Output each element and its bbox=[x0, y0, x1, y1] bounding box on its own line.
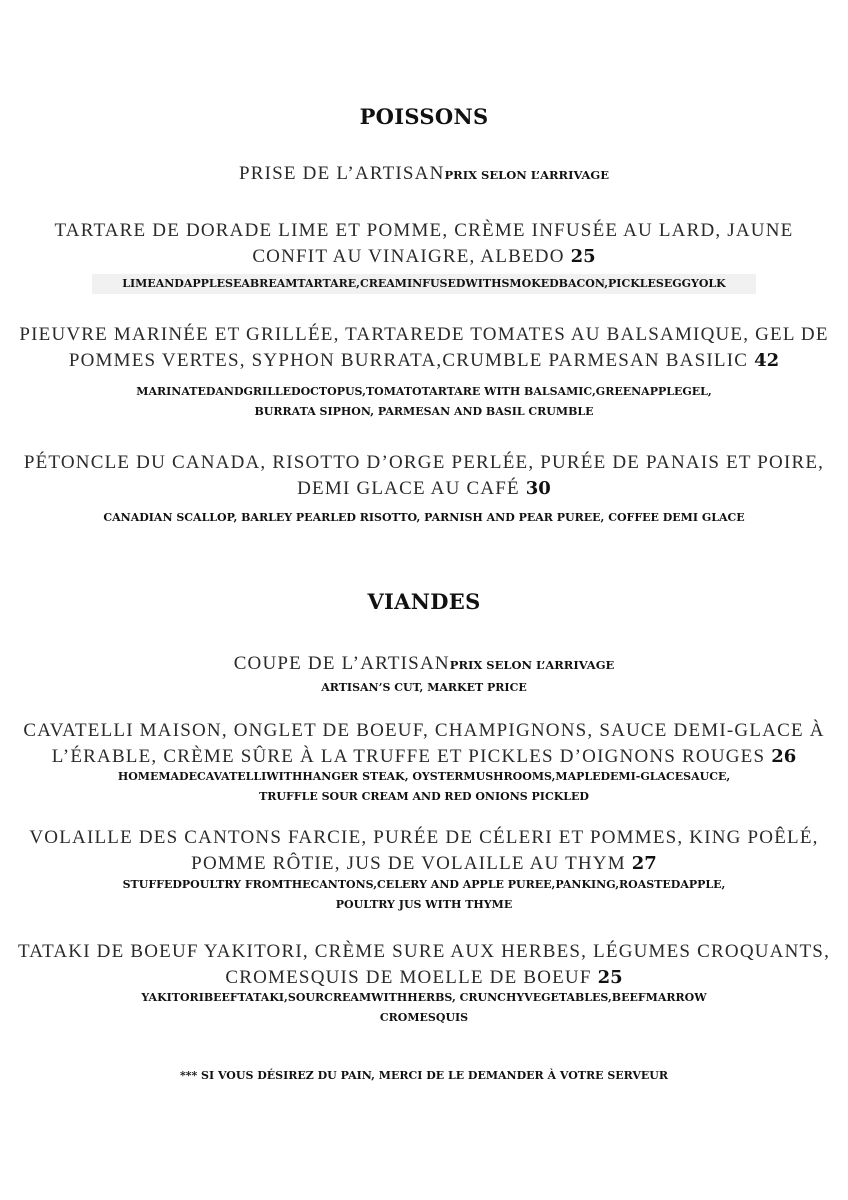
item-description-line1: PIEUVRE MARINÉE ET GRILLÉE, TARTAREDE TOMATES AU BALSAMIQUE, GEL DE bbox=[19, 324, 829, 345]
item-description-line2: CONFIT AU VINAIGRE, ALBEDO bbox=[252, 246, 565, 267]
menu-item-prise-artisan bbox=[0, 161, 848, 188]
item-description-line1: VOLAILLE DES CANTONS FARCIE, PURÉE DE CÉLERI ET POMMES, KING POÊLÉ, bbox=[29, 827, 819, 848]
item-translation-petoncle: CANADIAN SCALLOP, BARLEY PEARLED RISOTTO, PARNISH AND PEAR PUREE, COFFEE DEMI GLACE bbox=[103, 511, 745, 524]
menu-item-volaille bbox=[0, 825, 848, 877]
item-description-line2: POMME RÔTIE, JUS DE VOLAILLE AU THYM bbox=[191, 853, 626, 874]
item-description-line1: PÉTONCLE DU CANADA, RISOTTO D’ORGE PERLÉE, PURÉE DE PANAIS ET POIRE, bbox=[23, 452, 825, 473]
item-translation-volaille: STUFFEDPOULTRY FROMTHECANTONS,CELERY AND APPLE PUREE,PANKING,ROASTEDAPPLE, POULTRY JUS WITH THYME bbox=[122, 878, 726, 911]
market-price-label: PRIX SELON L’ARRIVAGE bbox=[449, 658, 615, 672]
section-title-poissons: POISSONS bbox=[359, 104, 489, 129]
menu-item-coupe-artisan bbox=[0, 651, 848, 678]
item-description-line2: DEMI GLACE AU CAFÉ bbox=[297, 478, 520, 499]
item-translation-tataki: YAKITORIBEEFTATAKI,SOURCREAMWITHHERBS, CRUNCHYVEGETABLES,BEEFMARROW CROMESQUIS bbox=[141, 991, 707, 1024]
item-translation-coupe-artisan: ARTISAN’S CUT, MARKET PRICE bbox=[321, 681, 527, 694]
item-description-line2: L’ÉRABLE, CRÈME SÛRE À LA TRUFFE ET PICKLES D’OIGNONS ROUGES bbox=[51, 746, 766, 767]
menu-item-tataki bbox=[0, 939, 848, 991]
item-name: PRISE DE L’ARTISAN bbox=[238, 163, 445, 184]
item-description-line1: TARTARE DE DORADE LIME ET POMME, CRÈME INFUSÉE AU LARD, JAUNE bbox=[54, 220, 794, 241]
menu-item-petoncle bbox=[0, 450, 848, 502]
menu-item-tartare-dorade bbox=[0, 218, 848, 270]
menu-item-cavatelli bbox=[0, 718, 848, 770]
item-description-line2: CROMESQUIS DE MOELLE DE BOEUF bbox=[225, 967, 592, 988]
item-price: 26 bbox=[771, 746, 797, 767]
market-price-label: PRIX SELON L’ARRIVAGE bbox=[444, 168, 610, 182]
section-title-viandes: VIANDES bbox=[367, 589, 481, 614]
item-translation-pieuvre: MARINATEDANDGRILLEDOCTOPUS,TOMATOTARTARE WITH BALSAMIC,GREENAPPLEGEL, BURRATA SIPHON, PARMESAN AND BASIL CRUMBLE bbox=[136, 385, 712, 418]
item-price: 25 bbox=[597, 967, 623, 988]
menu-item-pieuvre bbox=[0, 322, 848, 374]
item-description-line2: POMMES VERTES, SYPHON BURRATA,CRUMBLE PARMESAN BASILIC bbox=[68, 350, 749, 371]
item-price: 25 bbox=[570, 246, 596, 267]
item-description-line1: CAVATELLI MAISON, ONGLET DE BOEUF, CHAMPIGNONS, SAUCE DEMI-GLACE À bbox=[23, 720, 825, 741]
item-price: 30 bbox=[525, 478, 551, 499]
item-price: 27 bbox=[631, 853, 657, 874]
footer-bread-note: *** SI VOUS DÉSIREZ DU PAIN, MERCI DE LE DEMANDER À VOTRE SERVEUR bbox=[179, 1069, 669, 1082]
item-price: 42 bbox=[754, 350, 780, 371]
item-name: COUPE DE L’ARTISAN bbox=[233, 653, 450, 674]
item-translation-tartare-dorade: LIMEANDAPPLESEABREAMTARTARE,CREAMINFUSEDWITHSMOKEDBACON,PICKLESEGGYOLK bbox=[122, 277, 726, 290]
item-description-line1: TATAKI DE BOEUF YAKITORI, CRÈME SURE AUX HERBES, LÉGUMES CROQUANTS, bbox=[17, 941, 831, 962]
item-translation-cavatelli: HOMEMADECAVATELLIWITHHANGER STEAK, OYSTERMUSHROOMS,MAPLEDEMI-GLACESAUCE, TRUFFLE SOUR CREAM AND RED ONIONS PICKLED bbox=[117, 770, 731, 803]
